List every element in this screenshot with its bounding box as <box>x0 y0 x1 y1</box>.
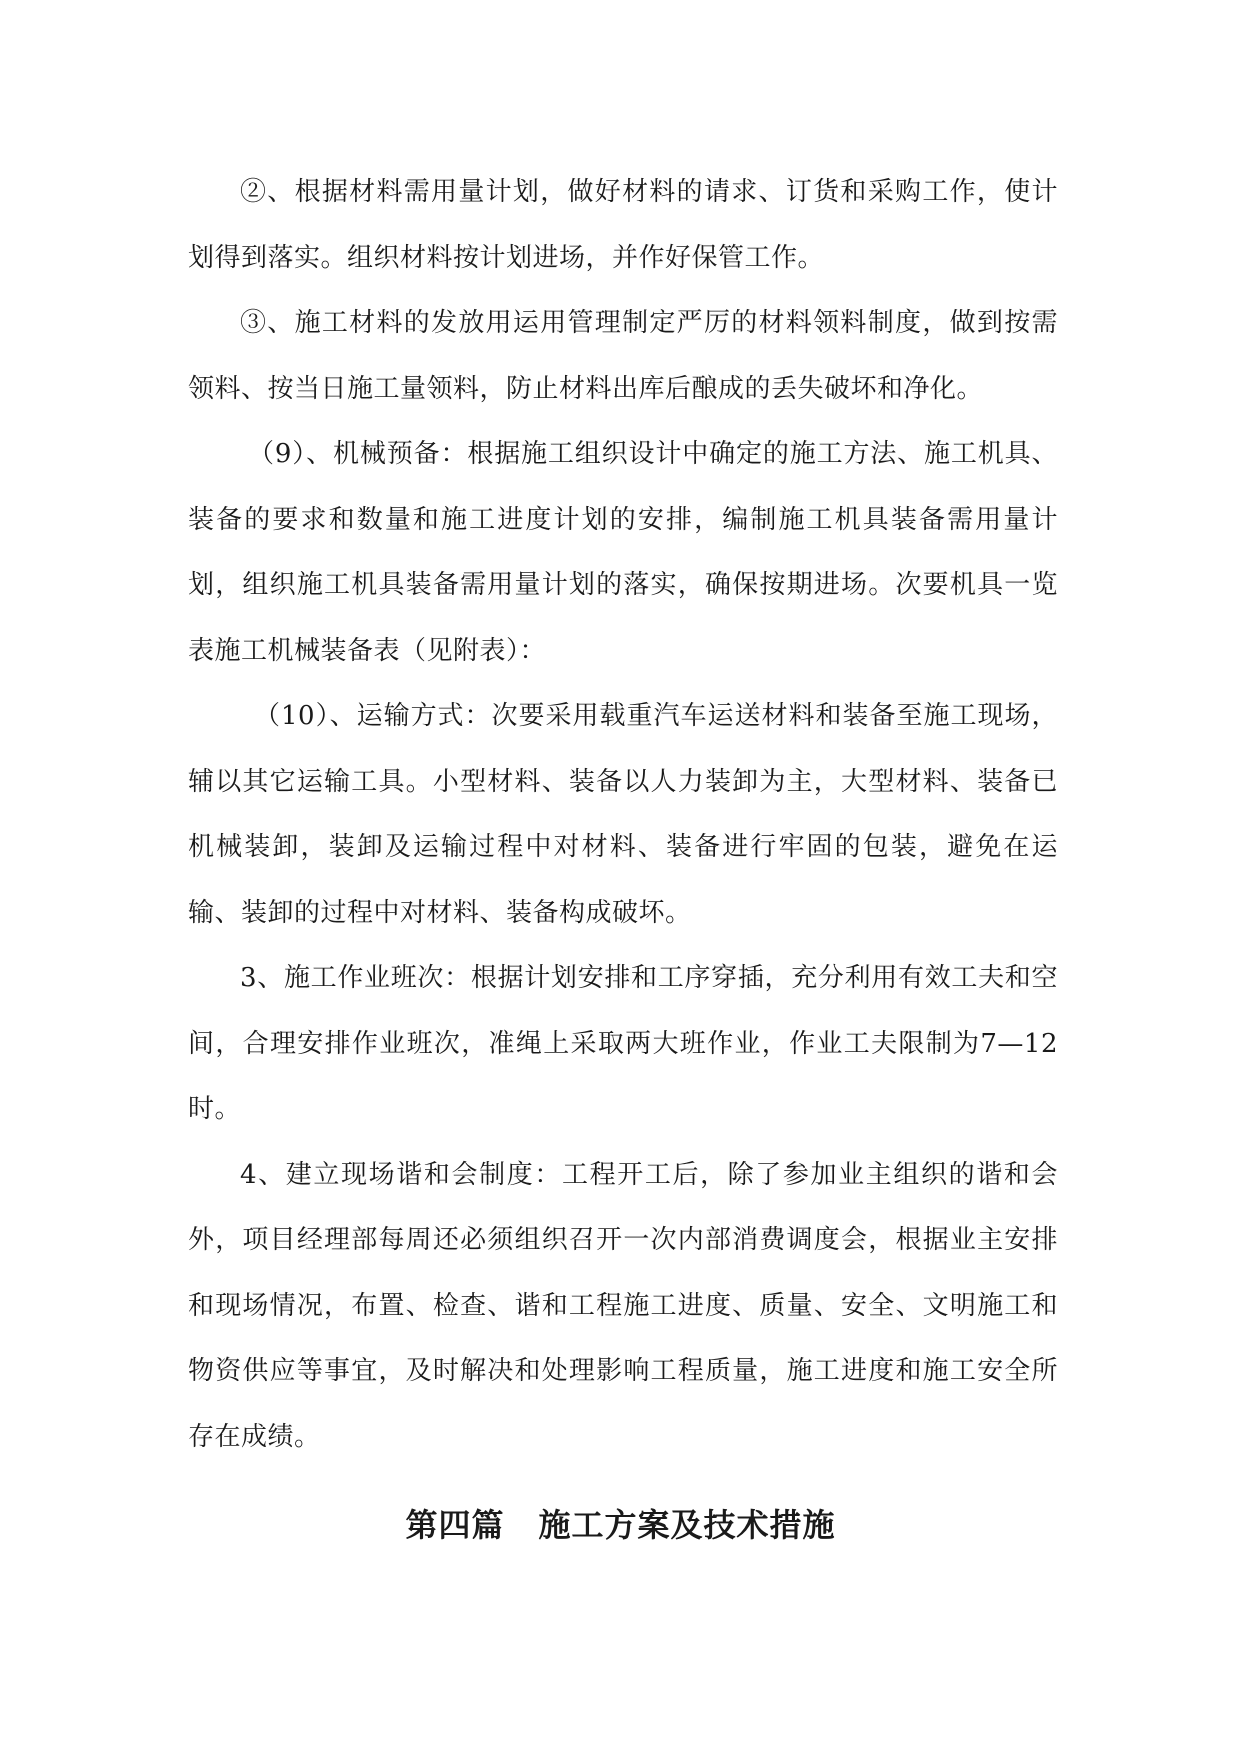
paragraph-coordination-meeting: 4、建立现场谐和会制度：工程开工后，除了参加业主组织的谐和会外，项目经理部每周还必须组织召开一次内部消费调度会，根据业主安排和现场情况，布置、检查、谐和工程施工进度、质量、安全、文明施工和物资供应等事宜，及时解决和处理影响工程质量，施工进度和施工安全所存在成绩。 <box>188 1159 1058 1452</box>
body-text <box>188 160 1058 1470</box>
paragraph-machinery: （9）、机械预备：根据施工组织设计中确定的施工方法、施工机具、装备的要求和数量和施工进度计划的安排，编制施工机具装备需用量计划，组织施工机具装备需用量计划的落实，确保按期进场。次要机具一览表施工机械装备表（见附表）： <box>188 439 1058 666</box>
paragraph-work-shifts: 3、施工作业班次：根据计划安排和工序穿插，充分利用有效工夫和空间，合理安排作业班次，准绳上采取两大班作业，作业工夫限制为7—12时。 <box>188 963 1058 1124</box>
heading-title: 施工方案及技术措施 <box>538 1506 836 1544</box>
paragraph-material-issue: ③、施工材料的发放用运用管理制定严厉的材料领料制度，做到按需领料、按当日施工量领料，防止材料出库后酿成的丢失破坏和净化。 <box>188 308 1058 404</box>
paragraph-transport: （10）、运输方式：次要采用载重汽车运送材料和装备至施工现场，辅以其它运输工具。小型材料、装备以人力装卸为主，大型材料、装备已机械装卸，装卸及运输过程中对材料、装备进行牢固的包装，避免在运输、装卸的过程中对材料、装备构成破坏。 <box>188 701 1058 928</box>
section-heading <box>0 1500 1241 1546</box>
paragraph-material-request: ②、根据材料需用量计划，做好材料的请求、订货和采购工作，使计划得到落实。组织材料按计划进场，并作好保管工作。 <box>188 177 1058 273</box>
heading-part-number: 第四篇 <box>405 1506 505 1544</box>
